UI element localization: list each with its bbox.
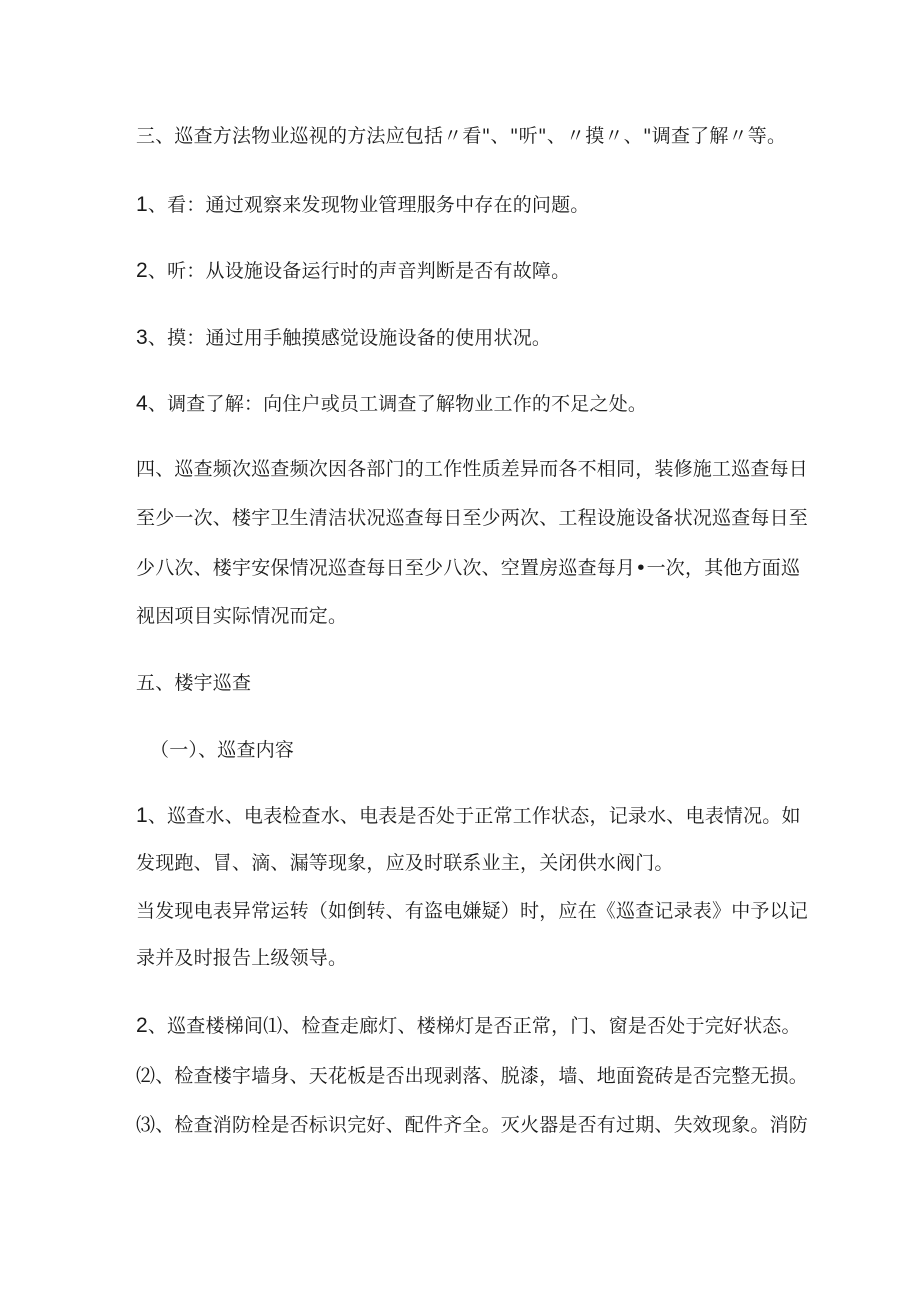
- item-text: 、巡查水、电表检查水、电表是否处于正常工作状态，记录水、电表情况。如: [147, 805, 801, 827]
- method-survey: [136, 391, 647, 417]
- section-4-line-1: 四、巡查频次巡查频次因各部门的工作性质差异而各不相同，装修施工巡查每日: [136, 458, 809, 480]
- section-5-subheading: （一）、巡查内容: [150, 739, 295, 761]
- section-4-line-2: 至少一次、楼宇卫生清洁状况巡查每日至少两次、工程设施设备状况巡查每日至: [136, 507, 809, 529]
- method-number: 3: [136, 326, 148, 349]
- method-text: 、调查了解：向住户或员工调查了解物业工作的不足之处。: [147, 393, 648, 415]
- section-4-line-3: 少八次、楼宇安保情况巡查每日至少八次、空置房巡查每月•一次，其他方面巡: [136, 557, 801, 579]
- section-5-heading: 五、楼宇巡查: [136, 672, 252, 694]
- item-1-line-3: 当发现电表异常运转（如倒转、有盗电嫌疑）时，应在《巡查记录表》中予以记: [136, 900, 809, 922]
- method-number: 1: [136, 193, 148, 216]
- method-listen: [136, 258, 570, 284]
- section-3-heading: 三、巡查方法物业巡视的方法应包括〃看"、"听"、〃摸〃、"调查了解〃等。: [136, 125, 787, 147]
- item-number: 2: [136, 1014, 148, 1037]
- item-1-line-1: [136, 803, 801, 829]
- section-4-line-4: 视因项目实际情况而定。: [136, 605, 348, 627]
- item-2-line-3: ⑶、检查消防栓是否标识完好、配件齐全。灭火器是否有过期、失效现象。消防: [136, 1114, 809, 1136]
- method-number: 4: [136, 392, 148, 415]
- item-2-line-2: ⑵、检查楼宇墙身、天花板是否出现剥落、脱漆，墙、地面瓷砖是否完整无损。: [136, 1065, 809, 1087]
- item-1-line-4: 录并及时报告上级领导。: [136, 947, 348, 969]
- method-look: [136, 192, 590, 218]
- method-text: 、摸：通过用手触摸感觉设施设备的使用状况。: [147, 327, 552, 349]
- method-text: 、听：从设施设备运行时的声音判断是否有故障。: [147, 260, 571, 282]
- item-1-line-2: 发现跑、冒、滴、漏等现象，应及时联系业主，关闭供水阀门。: [136, 852, 674, 874]
- item-2-line-1: [136, 1013, 801, 1039]
- method-text: 、看：通过观察来发现物业管理服务中存在的问题。: [147, 194, 590, 216]
- item-text: 、巡查楼梯间⑴、检查走廊灯、楼梯灯是否正常，门、窗是否处于完好状态。: [147, 1015, 801, 1037]
- method-touch: [136, 325, 551, 351]
- item-number: 1: [136, 804, 148, 827]
- method-number: 2: [136, 259, 148, 282]
